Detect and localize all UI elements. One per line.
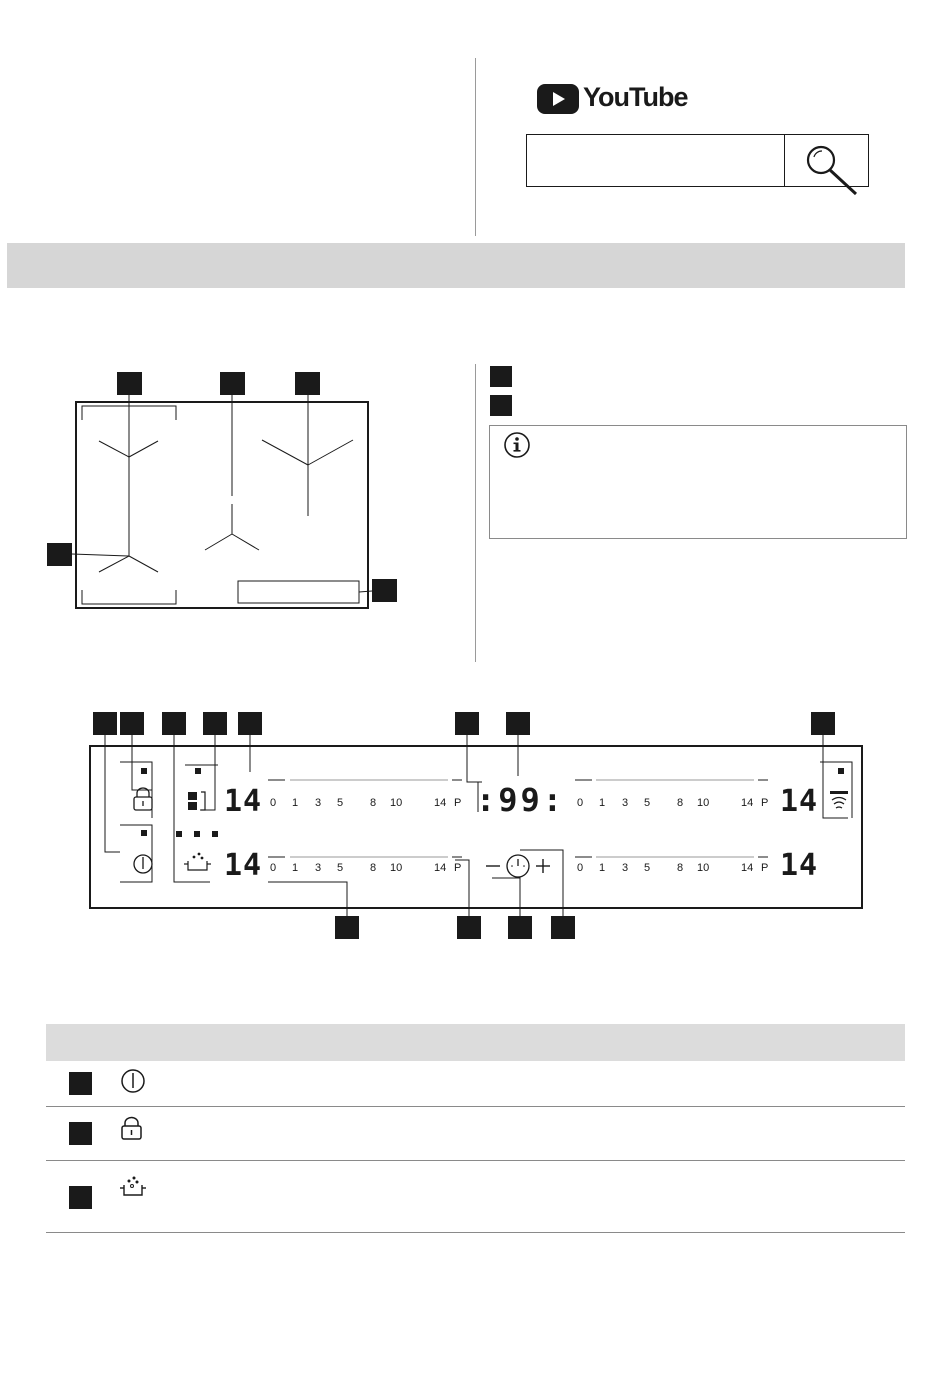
level-label: 5 xyxy=(644,862,651,874)
level-label: 10 xyxy=(390,797,403,809)
search-button[interactable] xyxy=(784,134,869,187)
level-label: 0 xyxy=(270,862,277,874)
search-input[interactable] xyxy=(526,134,785,187)
level-label: 8 xyxy=(370,797,377,809)
level-label: 10 xyxy=(390,862,403,874)
level-label: 3 xyxy=(622,797,629,809)
power-icon xyxy=(120,1068,146,1094)
timer-display: :99: xyxy=(476,781,566,819)
level-label: 3 xyxy=(622,862,629,874)
level-label: P xyxy=(454,862,462,874)
level-label: 8 xyxy=(677,797,684,809)
level-label: 0 xyxy=(577,862,584,874)
pot-icon xyxy=(118,1175,148,1199)
column-divider-middle xyxy=(475,364,476,662)
level-label: 10 xyxy=(697,797,710,809)
section-heading-band xyxy=(7,243,905,288)
level-label: 8 xyxy=(677,862,684,874)
info-icon xyxy=(502,430,532,460)
table-row-callout xyxy=(69,1072,92,1095)
level-label: 5 xyxy=(337,797,344,809)
level-label: P xyxy=(761,797,769,809)
table-row-callout xyxy=(69,1122,92,1145)
zone-display-bottom-left: 14 xyxy=(224,848,263,883)
magnifier-icon xyxy=(784,135,868,197)
level-label: P xyxy=(454,797,462,809)
table-divider xyxy=(46,1232,905,1233)
hob-layout-diagram xyxy=(40,364,410,614)
level-label: 14 xyxy=(741,797,754,809)
lock-icon xyxy=(120,1116,144,1142)
power-scale-bottom-right[interactable] xyxy=(577,862,777,876)
level-label: 14 xyxy=(741,862,754,874)
level-label: 1 xyxy=(292,797,299,809)
level-label: 5 xyxy=(644,797,651,809)
level-label: 8 xyxy=(370,862,377,874)
power-scale-top-right[interactable] xyxy=(577,797,777,811)
youtube-logo xyxy=(537,82,688,116)
info-note-box xyxy=(489,425,907,539)
control-panel-diagram xyxy=(0,700,950,950)
table-header xyxy=(46,1024,905,1061)
youtube-wordmark: YouTube xyxy=(583,82,688,112)
level-label: 14 xyxy=(434,862,447,874)
level-label: P xyxy=(761,862,769,874)
level-label: 1 xyxy=(599,862,606,874)
level-label: 10 xyxy=(697,862,710,874)
power-scale-top-left[interactable] xyxy=(270,797,470,811)
callout-square xyxy=(490,395,512,416)
table-divider xyxy=(46,1106,905,1107)
level-label: 14 xyxy=(434,797,447,809)
level-label: 0 xyxy=(577,797,584,809)
level-label: 3 xyxy=(315,797,322,809)
level-label: 3 xyxy=(315,862,322,874)
power-scale-bottom-left[interactable] xyxy=(270,862,470,876)
callout-square xyxy=(490,366,512,387)
level-label: 5 xyxy=(337,862,344,874)
zone-display-top-right: 14 xyxy=(780,784,819,819)
table-divider xyxy=(46,1160,905,1161)
youtube-play-icon xyxy=(537,84,579,114)
level-label: 1 xyxy=(599,797,606,809)
level-label: 0 xyxy=(270,797,277,809)
zone-display-bottom-right: 14 xyxy=(780,848,819,883)
level-label: 1 xyxy=(292,862,299,874)
column-divider-top xyxy=(475,58,476,236)
zone-display-top-left: 14 xyxy=(224,784,263,819)
table-row-callout xyxy=(69,1186,92,1209)
